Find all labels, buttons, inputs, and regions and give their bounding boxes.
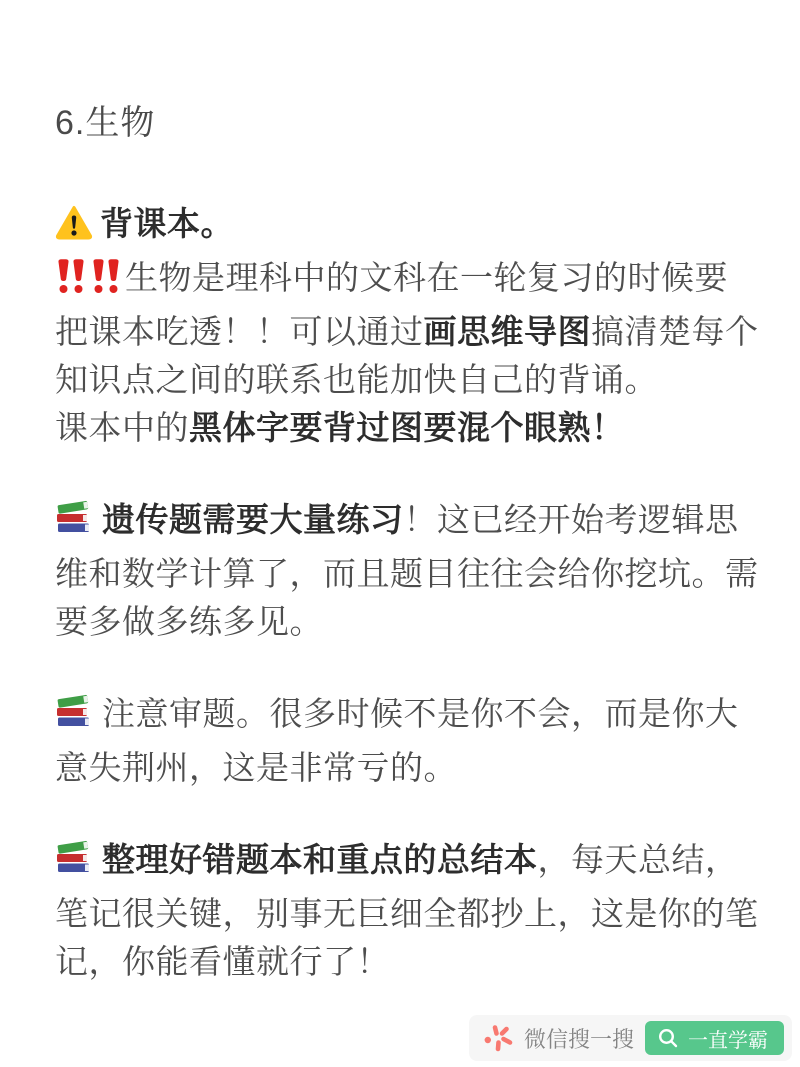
body-text-bold: 整理好错题本和重点的总结本 (102, 841, 538, 878)
section-genetics (55, 496, 760, 646)
section-notes (55, 836, 760, 986)
body-text: ，每天总结，笔记很关键，别事无巨细全都抄上，这是你的笔记，你能看懂就行了！ (55, 841, 759, 980)
search-icon (657, 1027, 679, 1049)
books-icon (55, 839, 95, 890)
section-textbook-body1 (55, 254, 760, 404)
section-textbook-body2 (55, 404, 760, 452)
body-text-bold: 遗传题需要大量练习 (102, 501, 404, 538)
body-text-bold: 画思维导图 (423, 313, 591, 350)
body-text: ！这已经开始考逻辑思维和数学计算了，而且题目往往会给你挖坑。需要多做多练多见。 (55, 501, 759, 640)
body-text: 生物是理科中的文科在一轮复习的时候要把课本吃透！！可以通过 (55, 259, 728, 350)
books-icon (55, 499, 95, 550)
body-text: 课本中的 (55, 409, 189, 446)
books-icon (55, 693, 95, 744)
body-text: 注意审题。很多时候不是你不会，而是你大意失荆州，这是非常亏的。 (55, 695, 739, 786)
search-query-button[interactable] (645, 1021, 784, 1055)
warning-icon (55, 205, 93, 254)
body-text-bold: 黑体字要背过图要混个眼熟！ (189, 409, 625, 446)
section-reading (55, 690, 760, 792)
section-textbook (55, 200, 760, 452)
double-exclamation-icon (55, 258, 87, 308)
body-text: 搞清楚每个知识点之间的联系也能加快自己的背诵。 (55, 313, 759, 398)
section-textbook-heading (55, 200, 760, 254)
wechat-search-label: 微信搜一搜 (523, 1026, 634, 1052)
wechat-search-spark-icon (483, 1023, 513, 1053)
search-query-text: 一直学霸 (688, 1029, 768, 1052)
double-exclamation-icon (90, 258, 122, 308)
page-title: 6.生物 (55, 104, 156, 142)
heading-text: 背课本。 (100, 205, 234, 242)
wechat-search-badge (469, 1015, 792, 1061)
